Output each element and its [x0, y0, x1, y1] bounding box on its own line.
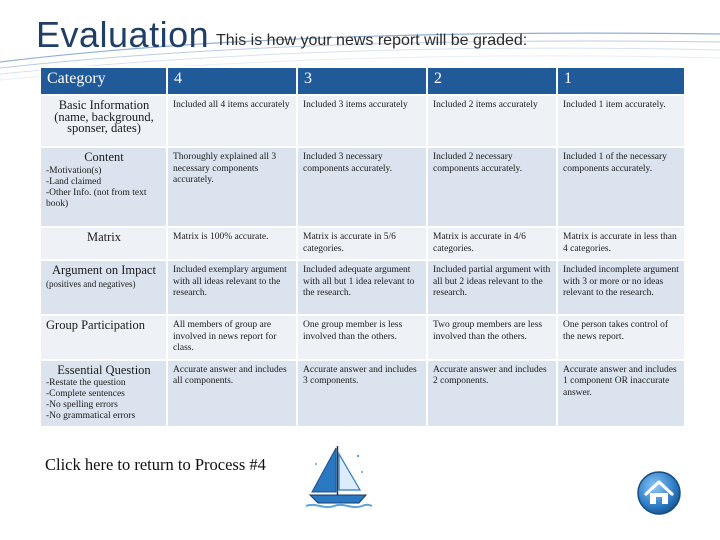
return-to-process-4-link[interactable]: Click here to return to Process #4 — [45, 455, 266, 474]
score-cell: Two group members are less involved than the others. — [427, 315, 557, 360]
sailboat-icon[interactable] — [302, 442, 374, 512]
score-cell: Included 1 item accurately. — [557, 95, 685, 147]
home-icon[interactable] — [636, 470, 682, 516]
table-row — [40, 360, 685, 428]
table-row — [40, 315, 685, 360]
score-cell: Included partial argument with all but 2 ideas relevant to the research. — [427, 260, 557, 315]
score-cell: Matrix is accurate in 5/6 categories. — [297, 227, 427, 260]
category-notes: -Motivation(s) -Land claimed -Other Info. (not from text book) — [46, 165, 147, 209]
score-cell: Matrix is accurate in 4/6 categories. — [427, 227, 557, 260]
score-cell: Included 2 necessary components accurately. — [427, 147, 557, 227]
page-subtitle: This is how your news report will be graded: — [216, 32, 528, 49]
score-cell: One person takes control of the news report. — [557, 315, 685, 360]
score-cell: All members of group are involved in news report for class. — [167, 315, 297, 360]
score-cell: Accurate answer and includes 3 components. — [297, 360, 427, 428]
category-cell — [40, 260, 167, 315]
column-header-score-2: 2 — [427, 67, 557, 95]
table-header-row — [40, 67, 685, 95]
category-cell — [40, 360, 167, 428]
score-cell: Accurate answer and includes 1 component OR inaccurate answer. — [557, 360, 685, 428]
category-cell — [40, 147, 167, 227]
category-cell — [40, 315, 167, 360]
category-notes: (positives and negatives) — [46, 278, 136, 289]
category-label: Matrix — [86, 230, 122, 244]
score-cell: One group member is less involved than the others. — [297, 315, 427, 360]
category-label: Content — [84, 150, 124, 164]
score-cell: Included 1 of the necessary components accurately. — [557, 147, 685, 227]
category-label: Group Participation — [46, 318, 145, 332]
column-header-score-3: 3 — [297, 67, 427, 95]
score-cell: Matrix is accurate in less than 4 categories. — [557, 227, 685, 260]
score-cell: Included 3 necessary components accurately. — [297, 147, 427, 227]
category-label: Argument on Impact — [52, 263, 156, 277]
score-cell: Accurate answer and includes 2 components. — [427, 360, 557, 428]
table-row — [40, 95, 685, 147]
score-cell: Included exemplary argument with all ideas relevant to the research. — [167, 260, 297, 315]
category-cell — [40, 227, 167, 260]
score-cell: Matrix is 100% accurate. — [167, 227, 297, 260]
column-header-score-4: 4 — [167, 67, 297, 95]
column-header-score-1: 1 — [557, 67, 685, 95]
score-cell: Included incomplete argument with 3 or more or no ideas relevant to the research. — [557, 260, 685, 315]
category-label: Essential Question — [57, 362, 151, 377]
column-header-category: Category — [40, 67, 167, 95]
category-cell — [40, 95, 167, 147]
score-cell: Included adequate argument with all but 1 idea relevant to the research. — [297, 260, 427, 315]
score-cell: Thoroughly explained all 3 necessary components accurately. — [167, 147, 297, 227]
table-row — [40, 260, 685, 315]
category-notes: -Restate the question -Complete sentences -No spelling errors -No grammatical errors — [46, 378, 136, 421]
page-title: Evaluation — [36, 14, 210, 55]
score-cell: Accurate answer and includes all components. — [167, 360, 297, 428]
score-cell: Included 2 items accurately — [427, 95, 557, 147]
category-label: Basic Information (name, background, sponser, dates) — [54, 98, 154, 135]
table-row — [40, 147, 685, 227]
table-row — [40, 227, 685, 260]
rubric-table — [39, 66, 686, 428]
score-cell: Included all 4 items accurately — [167, 95, 297, 147]
score-cell: Included 3 items accurately — [297, 95, 427, 147]
